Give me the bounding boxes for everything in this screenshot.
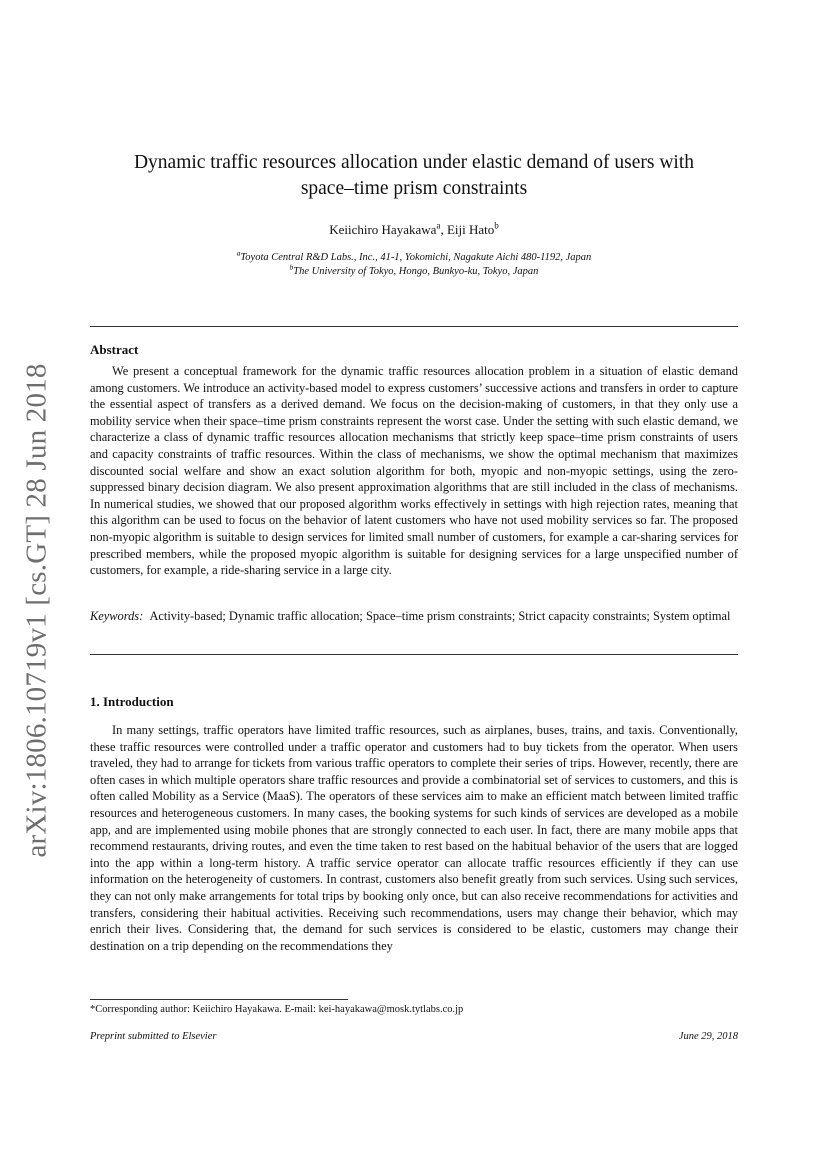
- author-separator: ,: [440, 222, 447, 237]
- affiliation-text: The University of Tokyo, Hongo, Bunkyo-ku, Tokyo, Japan: [293, 266, 539, 277]
- affiliation-item: [90, 262, 738, 279]
- keywords-label: Keywords:: [90, 609, 144, 623]
- introduction-text: In many settings, traffic operators have limited traffic resources, such as airplanes, buses, trains, and taxis. Conventionally, these traffic resources were controlled under a traffic operator and customers had to buy tickets from the operator. When users traveled, they had to arrange for tickets from various traffic operators to complete their series of trips. However, recently, there are often cases in which multiple operators share traffic resources and provide a combinatorial set of services to customers, and this is often called Mobility as a Service (MaaS). The operators of these services aim to make an efficient match between limited traffic resources and heterogeneous customers. In many cases, the booking systems for such kinds of services are developed as a mobile app, and are implemented using mobile phones that are strongly connected to each user. In fact, there are many mobile apps that recommend restaurants, driving routes, and even the time taken to rest based on the habitual behavior of the users that are logged into the app within a long-term history. A traffic service operator can allocate traffic resources efficiently if they can use information on the heterogeneity of customers. In contrast, customers also benefit greatly from such services. Using such services, they can not only make arrangements for total trips by booking only once, but can also receive recommendations for activities and transfers, considering their habitual activities. Receiving such recommendations, users may change their behavior, which may enrich their lives. Considering that, the demand for such services is considered to be elastic, customers may change their destination on a trip depending on the recommendations they: [90, 723, 738, 953]
- abstract-top-rule: [90, 326, 738, 327]
- author-affil-mark: a: [436, 220, 441, 231]
- footer-preprint-note: Preprint submitted to Elsevier: [90, 1031, 217, 1042]
- affiliations: [90, 248, 738, 279]
- affiliation-mark: b: [289, 262, 294, 272]
- abstract-heading: Abstract: [90, 342, 139, 357]
- author-list: [90, 222, 738, 238]
- paper-title-line-2: space–time prism constraints: [300, 178, 528, 199]
- section-heading-introduction: 1. Introduction: [90, 694, 174, 709]
- abstract-text: We present a conceptual framework for the dynamic traffic resources allocation problem in a situation of elastic demand among customers. We introduce an activity-based model to express customers’ successive actions and transfers in order to capture the essential aspect of transfers as a derived demand. We focus on the decision-making of customers, in that they only use a mobility service when their space–time prism constraints represent the worst case. Under the setting with such elastic demand, we characterize a class of dynamic traffic resources allocation mechanisms that strictly keep space–time prism constraints of users and capacity constraints of traffic resources. Within the class of mechanisms, we show the optimal mechanism that maximizes discounted social welfare and show an exact solution algorithm for both, myopic and non-myopic settings, using the zero-suppressed binary decision diagram. We also present approximation algorithms that are still included in the class of mechanisms. In numerical studies, we showed that our proposed algorithm works effectively in settings with high rejection rates, meaning that this algorithm can be used to focus on the behavior of latent customers who have not used mobility services so far. The proposed non-myopic algorithm is suitable to design services for limited small number of customers, for example a car-sharing services for prescribed members, while the proposed myopic algorithm is suitable for designing services for a large unspecified number of customers, for example, a ride-sharing service in a large city.: [90, 364, 738, 578]
- affiliation-item: [90, 248, 738, 265]
- affiliation-text: Toyota Central R&D Labs., Inc., 41-1, Yokomichi, Nagakute Aichi 480-1192, Japan: [240, 252, 592, 263]
- abstract-bottom-rule: [90, 654, 738, 655]
- footnote: *Corresponding author: Keiichiro Hayakawa. E-mail: kei-hayakawa@mosk.tytlabs.co.jp: [90, 1004, 464, 1015]
- arxiv-identifier: [14, 363, 60, 858]
- paper-title: [90, 150, 738, 202]
- footnote-rule: [90, 999, 348, 1000]
- author-name: Eiji Hato: [446, 222, 495, 237]
- keywords: [90, 608, 738, 625]
- arxiv-identifier-text: arXiv:1806.10719v1 [cs.GT] 28 Jun 2018: [20, 363, 53, 858]
- keywords-text: Activity-based; Dynamic traffic allocation; Space–time prism constraints; Strict capacity constraints; System optimal: [149, 609, 731, 623]
- paper-title-line-1: Dynamic traffic resources allocation under elastic demand of users with: [133, 152, 695, 173]
- author-name: Keiichiro Hayakawa: [329, 222, 437, 237]
- footer-date: June 29, 2018: [678, 1031, 738, 1042]
- author-affil-mark: b: [494, 220, 499, 231]
- affiliation-mark: a: [236, 248, 241, 258]
